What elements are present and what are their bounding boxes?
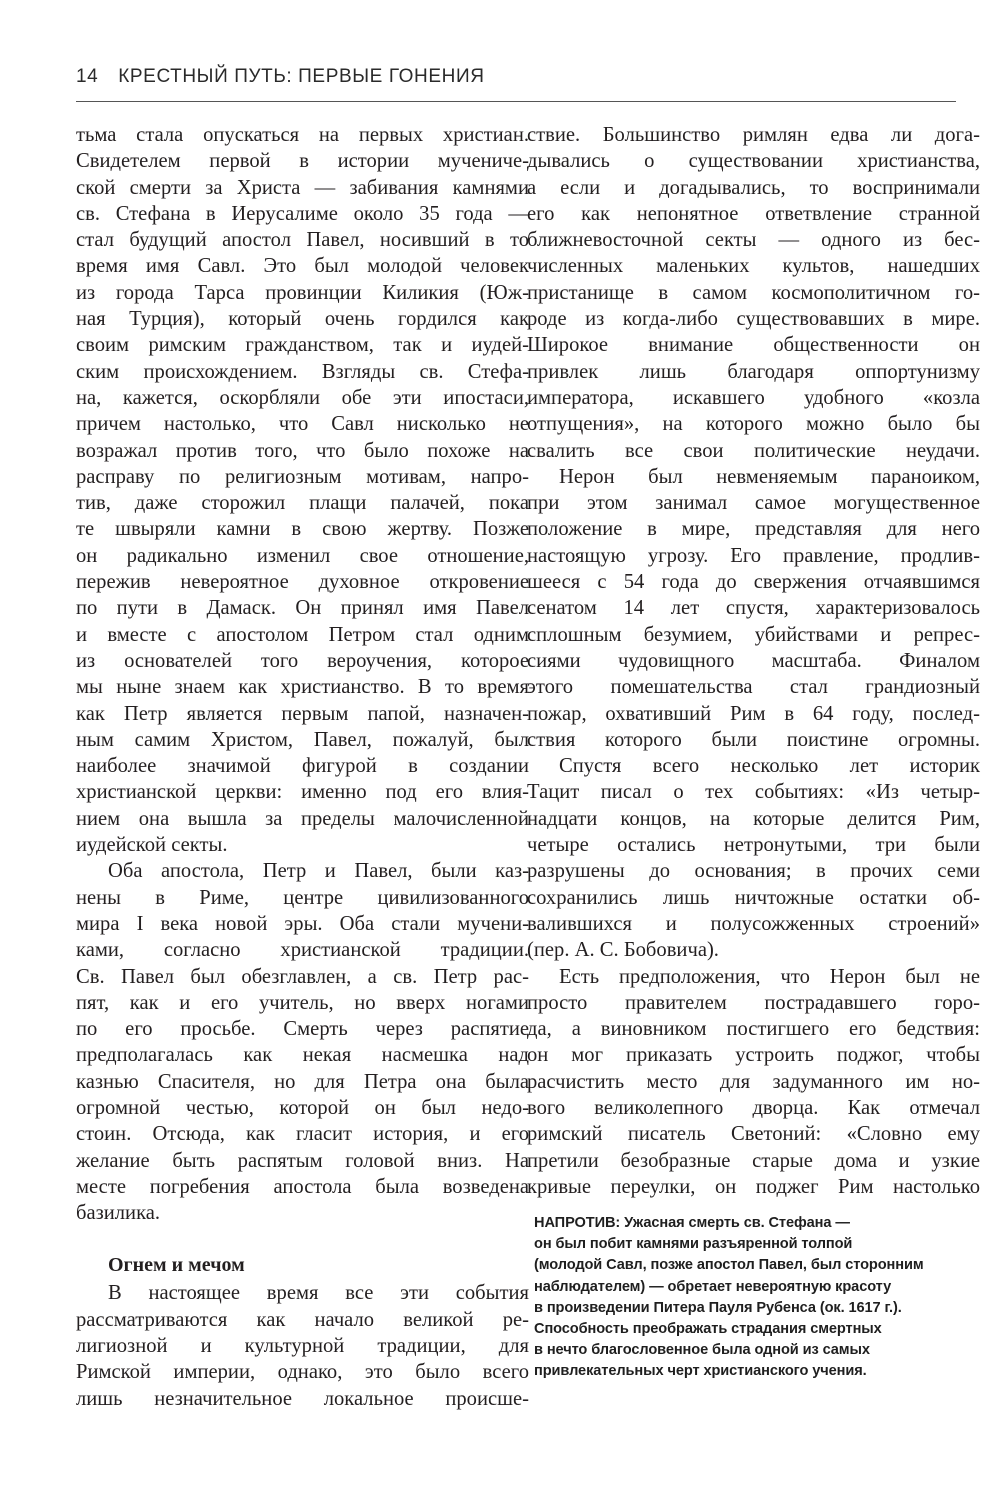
text-line: месте погребения апостола была возведена xyxy=(76,1175,529,1198)
caption-line: привлекательных черт христианского учения. xyxy=(534,1363,867,1380)
text-line: четыре остались нетронутыми, три были xyxy=(527,834,980,857)
text-line: разрушены до основания; в прочих семи xyxy=(527,860,980,883)
image-caption xyxy=(534,1213,934,1383)
text-line: сиями чудовищного масштаба. Финалом xyxy=(527,649,980,672)
text-line: своим римским гражданством, так и иудей- xyxy=(76,334,529,357)
text-line: а если и догадывались, то воспринимали xyxy=(527,176,980,199)
text-line: ским происхождением. Взгляды св. Стефа- xyxy=(76,360,529,383)
text-line: Нерон был невменяемым параноиком, xyxy=(559,465,980,488)
text-line: Св. Павел был обезглавлен, а св. Петр рас- xyxy=(76,965,529,988)
caption-lead: НАПРОТИВ: xyxy=(534,1215,621,1231)
text-line: ным самим Христом, Павел, пожалуй, был xyxy=(76,728,529,751)
text-line: по его просьбе. Смерть через распятие xyxy=(76,1018,529,1041)
text-line: дывались о существовании христианства, xyxy=(527,150,980,173)
text-line: из города Тарса провинции Киликия (Юж- xyxy=(76,281,529,304)
text-line: при этом занимал самое могущественное xyxy=(527,492,980,515)
text-line: огромной честью, которой он был недо- xyxy=(76,1096,529,1119)
caption-line: наблюдателем) — обретает невероятную красоту xyxy=(534,1278,892,1295)
text-line: сохранились лишь ничтожные остатки об- xyxy=(527,886,980,909)
text-line: по пути в Дамаск. Он принял имя Павел xyxy=(76,597,529,620)
paragraph xyxy=(527,122,980,464)
text-line: положение в мире, представляя для него xyxy=(527,518,980,541)
text-line: мы ныне знаем как христианство. В то время xyxy=(76,676,529,699)
paragraph xyxy=(527,753,980,963)
text-line: возражал против того, что было похоже на xyxy=(76,439,529,462)
text-line: стоин. Отсюда, как гласит история, и его xyxy=(76,1123,529,1146)
text-line: сенатом 14 лет спустя, характеризовалось xyxy=(527,597,980,620)
text-line: ная Турция), который очень гордился как xyxy=(76,308,529,331)
text-line: императора, искавшего удобного «козла xyxy=(527,386,980,409)
text-line: причем настолько, что Савл нисколько не xyxy=(76,413,529,436)
text-line: желание быть распятым головой вниз. На xyxy=(76,1149,529,1172)
text-line: сплошным безумием, убийствами и репрес- xyxy=(527,623,980,646)
text-line: время имя Савл. Это был молодой человек xyxy=(76,255,529,278)
text-line: предполагалась как некая насмешка над xyxy=(76,1044,529,1067)
text-line: (пер. А. С. Бобовича). xyxy=(527,939,719,962)
text-line: Есть предположения, что Нерон был не xyxy=(559,965,980,988)
text-line: пят, как и его учитель, но вверх ногами xyxy=(76,991,529,1014)
text-line: свалить все свои политические неудачи. xyxy=(527,439,980,462)
text-line: на, кажется, оскорбляли обе эти ипостаси, xyxy=(76,386,529,409)
text-line: он мог приказать устроить поджог, чтобы xyxy=(527,1044,980,1067)
text-line: ками, согласно христианской традиции. xyxy=(76,939,529,962)
caption-line: в произведении Питера Пауля Рубенса (ок. 1617 г.). xyxy=(534,1299,902,1316)
text-line: надцати концов, на которые делится Рим, xyxy=(527,807,980,830)
text-line: римский писатель Светоний: «Словно ему xyxy=(527,1123,980,1146)
text-line: да, а виновником постигшего его бедствия: xyxy=(527,1018,980,1041)
text-line: мира I века новой эры. Оба стали мучени- xyxy=(76,912,529,935)
text-line: претили безобразные старые дома и узкие xyxy=(527,1149,980,1172)
section-heading: Огнем и мечом xyxy=(108,1254,245,1277)
text-line: кривые переулки, он поджег Рим настолько xyxy=(527,1175,980,1198)
paragraph xyxy=(76,1280,529,1411)
text-line: отпущения», на которого можно было бы xyxy=(527,413,980,436)
text-line: настоящую угрозу. Его правление, продлив- xyxy=(527,544,980,567)
text-line: базилика. xyxy=(76,1202,161,1225)
text-line: расправу по религиозным мотивам, напро- xyxy=(76,465,529,488)
paragraph xyxy=(527,464,980,753)
text-line: казнью Спасителя, но для Петра она была xyxy=(76,1070,529,1093)
caption-line: в нечто благословенное была одной из самых xyxy=(534,1342,870,1359)
paragraph xyxy=(76,122,529,858)
text-line: роде из когда-либо существовавших в мире. xyxy=(527,308,980,331)
text-line: Широкое внимание общественности он xyxy=(527,334,980,357)
text-line: пережив невероятное духовное откровение xyxy=(76,571,529,594)
text-line: Свидетелем первой в истории мучениче- xyxy=(76,150,529,173)
left-column xyxy=(76,122,529,1412)
text-line: тив, даже сторожил плащи палачей, пока xyxy=(76,492,529,515)
text-line: ствие. Большинство римлян едва ли дога- xyxy=(527,124,980,146)
right-column xyxy=(527,122,980,1200)
text-line: как Петр является первым папой, назначен- xyxy=(76,702,529,725)
text-line: В настоящее время все эти события xyxy=(108,1282,529,1305)
text-line: св. Стефана в Иерусалиме около 35 года — xyxy=(76,202,529,225)
text-line: иудейской секты. xyxy=(76,834,228,857)
text-line: пристанище в самом космополитичном го- xyxy=(527,281,980,304)
text-line: стал будущий апостол Павел, носивший в то xyxy=(76,229,529,252)
text-line: христианской церкви: именно под его влия- xyxy=(76,781,529,804)
running-header xyxy=(76,66,956,88)
text-line: ближневосточной секты — одного из бес- xyxy=(527,229,980,252)
running-title: КРЕСТНЫЙ ПУТЬ: ПЕРВЫЕ ГОНЕНИЯ xyxy=(118,66,485,87)
text-line: ской смерти за Христа — забивания камнями xyxy=(76,176,529,199)
text-line: вого великолепного дворца. Как отмечал xyxy=(527,1096,980,1119)
header-rule xyxy=(76,101,956,102)
text-line: тьма стала опускаться на первых христиан. xyxy=(76,124,529,146)
text-line: его как непонятное ответвление странной xyxy=(527,202,980,225)
text-line: и вместе с апостолом Петром стал одним xyxy=(76,623,529,646)
paragraph xyxy=(76,858,529,1226)
text-line: Спустя всего несколько лет историк xyxy=(559,755,980,778)
text-line: ствия которого были поистине огромны. xyxy=(527,728,980,751)
text-line: из основателей того вероучения, которое xyxy=(76,649,529,672)
text-line: Римской империи, однако, это было всего xyxy=(76,1361,529,1384)
text-line: лигиозной и культурной традиции, для xyxy=(76,1335,529,1358)
text-line: лишь незначительное локальное происше- xyxy=(76,1387,529,1410)
caption-line: (молодой Савл, позже апостол Павел, был сторонним xyxy=(534,1257,924,1274)
text-line: шееся с 54 года до свержения отчаявшимся xyxy=(527,571,980,594)
text-line: он радикально изменил свое отношение, xyxy=(76,544,529,567)
text-line: пожар, охвативший Рим в 64 году, послед- xyxy=(527,702,980,725)
text-line: этого помешательства стал грандиозный xyxy=(527,676,980,699)
page-number: 14 xyxy=(76,66,99,87)
text-line: нием она вышла за пределы малочисленной xyxy=(76,807,529,830)
paragraph xyxy=(527,964,980,1201)
caption-line: НАПРОТИВ: Ужасная смерть св. Стефана — xyxy=(534,1215,850,1231)
text-line: Тацит писал о тех событиях: «Из четыр- xyxy=(527,781,980,804)
caption-line: он был побит камнями разъяренной толпой xyxy=(534,1236,853,1253)
text-line: расчистить место для задуманного им но- xyxy=(527,1070,980,1093)
text-line: наиболее значимой фигурой в создании xyxy=(76,755,529,778)
text-line: рассматриваются как начало великой ре- xyxy=(76,1308,529,1331)
text-line: нены в Риме, центре цивилизованного xyxy=(76,886,529,909)
text-line: те швыряли камни в свою жертву. Позже xyxy=(76,518,529,541)
text-line: валившихся и полусожженных строений» xyxy=(527,912,980,935)
caption-line: Способность преображать страдания смертных xyxy=(534,1321,882,1338)
text-line: Оба апостола, Петр и Павел, были каз- xyxy=(108,860,529,883)
text-line: просто правителем пострадавшего горо- xyxy=(527,991,980,1014)
text-line: привлек лишь благодаря оппортунизму xyxy=(527,360,980,383)
text-line: численных маленьких культов, нашедших xyxy=(527,255,980,278)
